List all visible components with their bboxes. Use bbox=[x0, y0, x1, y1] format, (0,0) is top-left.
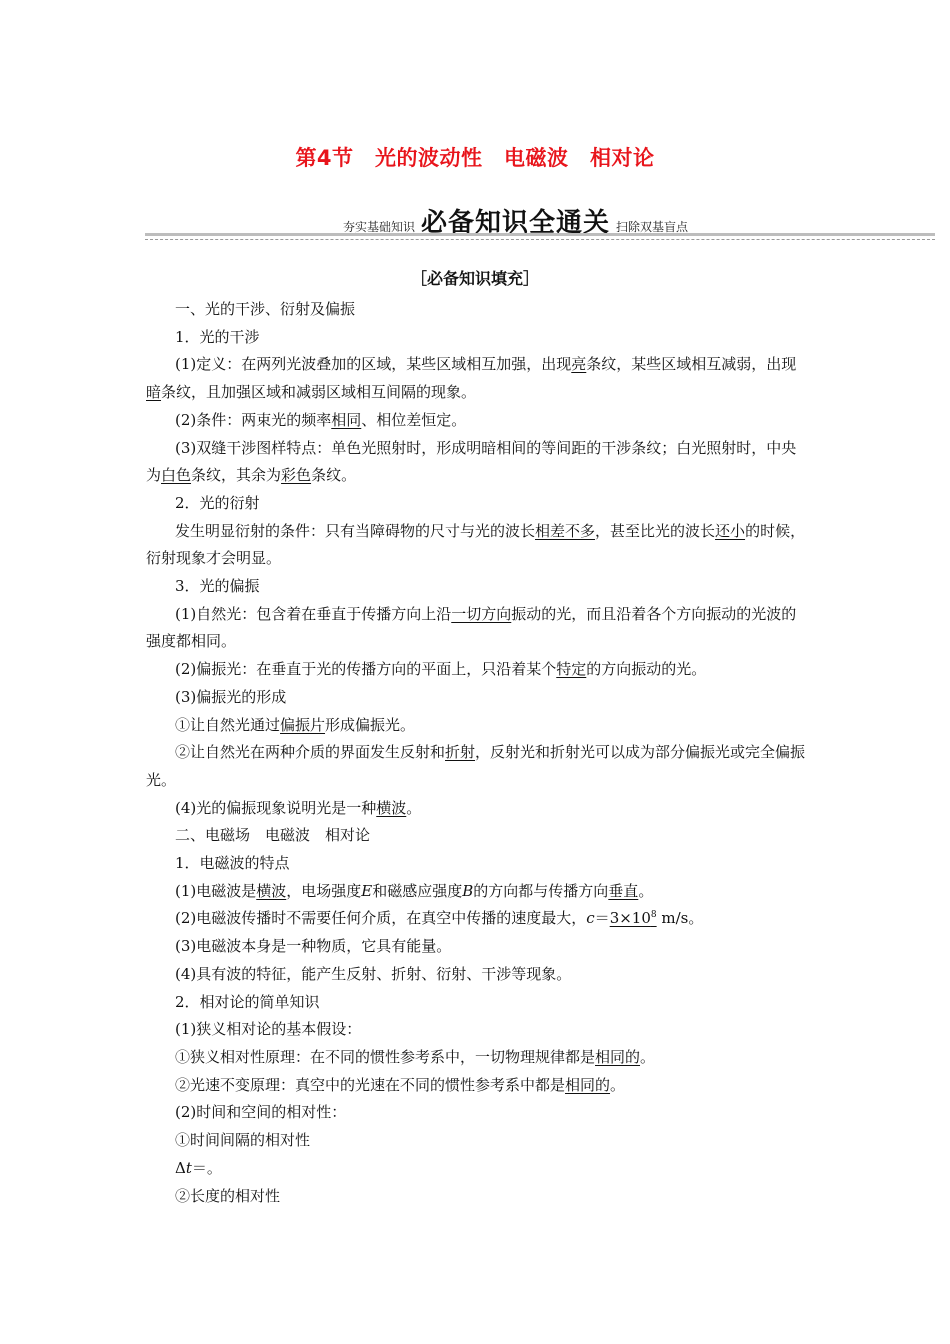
fill-answer: 亮 bbox=[571, 355, 587, 374]
subsection-heading: 2．光的衍射 bbox=[175, 493, 260, 512]
paragraph: (1)自然光：包含着在垂直于传播方向上沿一切方向振动的光，而且沿着各个方向振动的光波的强度都相同。 bbox=[146, 604, 797, 651]
paragraph: (1)狭义相对论的基本假设： bbox=[175, 1020, 362, 1039]
fill-answer: 偏振片 bbox=[280, 715, 326, 734]
paragraph: (4)具有波的特征，能产生反射、折射、衍射、干涉等现象。 bbox=[175, 964, 572, 983]
fill-answer: 一切方向 bbox=[451, 604, 512, 623]
symbol-t: t bbox=[185, 1158, 192, 1177]
fill-answer: 相同的 bbox=[565, 1075, 611, 1094]
subheading: ［必备知识填充］ bbox=[410, 269, 539, 288]
section-heading: 二、电磁场 电磁波 相对论 bbox=[175, 826, 371, 845]
fill-answer: 还小 bbox=[715, 521, 746, 540]
banner-rule bbox=[145, 233, 935, 236]
fill-answer: 特定 bbox=[556, 660, 587, 679]
paragraph: (2)偏振光：在垂直于光的传播方向的平面上，只沿着某个特定的方向振动的光。 bbox=[175, 660, 707, 679]
paragraph: (1)电磁波是横波，电场强度E和磁感应强度B的方向都与传播方向垂直。 bbox=[175, 881, 654, 900]
symbol-b: B bbox=[462, 881, 474, 900]
knowledge-banner bbox=[145, 200, 935, 240]
fill-answer: 垂直 bbox=[608, 881, 639, 900]
paragraph: (1)定义：在两列光波叠加的区域，某些区域相互加强，出现亮条纹，某些区域相互减弱，出现暗条纹，且加强区域和减弱区域相互间隔的现象。 bbox=[146, 355, 797, 402]
banner-right-text: 扫除双基盲点 bbox=[616, 220, 689, 234]
banner-dashed-rule bbox=[145, 239, 935, 240]
section-title: 第4节 光的波动性 电磁波 相对论 bbox=[295, 146, 655, 170]
paragraph: ①让自然光通过偏振片形成偏振光。 bbox=[175, 715, 416, 734]
fill-answer: 相差不多 bbox=[535, 521, 596, 540]
subsection-heading: 2．相对论的简单知识 bbox=[175, 992, 320, 1011]
paragraph: ①狭义相对性原理：在不同的惯性参考系中，一切物理规律都是相同的。 bbox=[175, 1047, 656, 1066]
paragraph: (3)电磁波本身是一种物质，它具有能量。 bbox=[175, 937, 452, 956]
fill-answer: 白色 bbox=[161, 466, 192, 485]
fill-answer: 横波 bbox=[376, 798, 407, 817]
fill-answer: 相同 bbox=[331, 410, 362, 429]
paragraph: (3)双缝干涉图样特点：单色光照射时，形成明暗相间的等间距的干涉条纹；白光照射时，中央为白色条纹，其余为彩色条纹。 bbox=[146, 438, 797, 485]
fill-answer: 彩色 bbox=[281, 466, 312, 485]
fill-answer: 折射 bbox=[445, 743, 476, 762]
section-heading: 一、光的干涉、衍射及偏振 bbox=[175, 300, 356, 318]
fill-answer: 相同的 bbox=[595, 1047, 641, 1066]
paragraph: 发生明显衍射的条件：只有当障碍物的尺寸与光的波长相差不多，甚至比光的波长还小的时候，衍射现象才会明显。 bbox=[146, 521, 806, 568]
banner-main-text: 必备知识全通关 bbox=[421, 208, 611, 238]
document-body bbox=[146, 296, 810, 1210]
subsection-heading: 1．电磁波的特点 bbox=[175, 854, 290, 873]
paragraph: (2)条件：两束光的频率相同、相位差恒定。 bbox=[175, 410, 467, 429]
subsection-heading: 1．光的干涉 bbox=[175, 327, 260, 346]
formula-line: Δt＝。 bbox=[175, 1158, 222, 1177]
paragraph: (2)时间和空间的相对性： bbox=[175, 1103, 347, 1122]
paragraph: (3)偏振光的形成 bbox=[175, 687, 287, 706]
paragraph: ②让自然光在两种介质的界面发生反射和折射，反射光和折射光可以成为部分偏振光或完全偏振光。 bbox=[146, 743, 806, 789]
symbol-c: c bbox=[586, 909, 595, 928]
banner-left-text: 夯实基础知识 bbox=[343, 220, 416, 234]
paragraph: (2)电磁波传播时不需要任何介质，在真空中传播的速度最大，$c=3\times 10^8$ m/s。 bbox=[175, 909, 704, 928]
paragraph: ②长度的相对性 bbox=[175, 1186, 281, 1205]
subsection-heading: 3．光的偏振 bbox=[175, 577, 260, 596]
fill-answer: $3\times 10^8$ bbox=[609, 909, 657, 928]
paragraph: ①时间间隔的相对性 bbox=[175, 1131, 311, 1150]
fill-answer: 暗 bbox=[146, 383, 162, 402]
paragraph: (4)光的偏振现象说明光是一种横波。 bbox=[175, 798, 422, 817]
fill-answer: 横波 bbox=[256, 881, 287, 900]
symbol-e: E bbox=[361, 881, 373, 900]
paragraph: ②光速不变原理：真空中的光速在不同的惯性参考系中都是相同的。 bbox=[175, 1075, 626, 1094]
